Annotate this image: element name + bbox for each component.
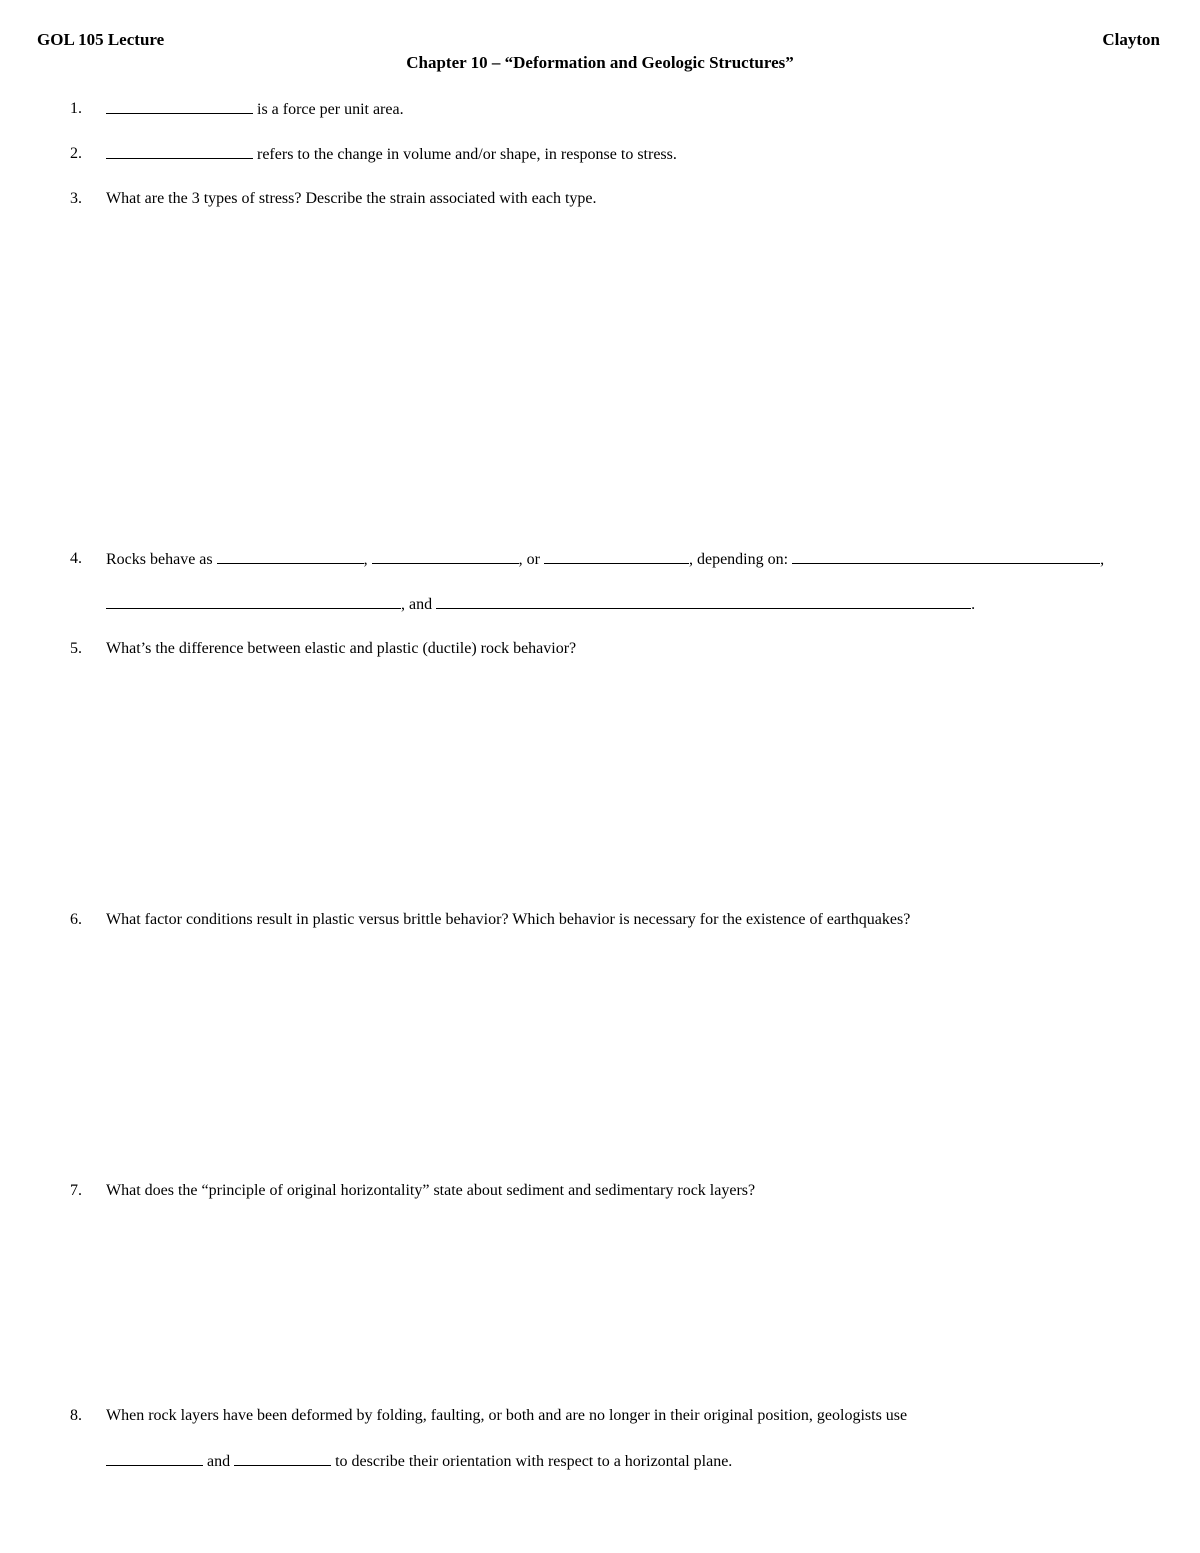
page-title: Chapter 10 – “Deformation and Geologic Structures” bbox=[406, 53, 794, 72]
answer-blank[interactable] bbox=[792, 549, 1100, 564]
question-text: refers to the change in volume and/or shape, in response to stress. bbox=[106, 144, 677, 165]
answer-blank[interactable] bbox=[106, 99, 253, 114]
answer-blank[interactable] bbox=[106, 594, 401, 609]
answer-blank[interactable] bbox=[106, 1451, 203, 1466]
question-text: Rocks behave as , , or , depending on: , bbox=[106, 551, 1105, 568]
answer-blank[interactable] bbox=[372, 549, 519, 564]
question-number: 4. bbox=[70, 550, 82, 567]
instructor-name: Clayton bbox=[1102, 30, 1160, 49]
question-text: When rock layers have been deformed by folding, faulting, or both and are no longer in their original position, geologists use bbox=[106, 1407, 908, 1424]
question-number: 5. bbox=[70, 640, 82, 657]
question-text: , and . bbox=[106, 594, 975, 615]
answer-blank[interactable] bbox=[234, 1451, 331, 1466]
answer-blank[interactable] bbox=[544, 549, 689, 564]
question-number: 3. bbox=[70, 190, 82, 207]
question-text: What does the “principle of original horizontality” state about sediment and sedimentary rock layers? bbox=[106, 1182, 756, 1199]
question-text: What factor conditions result in plastic versus brittle behavior? Which behavior is necessary for the existence of earthquakes? bbox=[106, 911, 911, 928]
answer-blank[interactable] bbox=[217, 549, 364, 564]
question-number: 7. bbox=[70, 1182, 82, 1199]
question-number: 1. bbox=[70, 100, 82, 117]
question-number: 2. bbox=[70, 145, 82, 162]
question-text: is a force per unit area. bbox=[106, 99, 404, 120]
question-number: 8. bbox=[70, 1407, 82, 1424]
question-text: What are the 3 types of stress? Describe the strain associated with each type. bbox=[106, 190, 597, 207]
course-name: GOL 105 Lecture bbox=[37, 30, 165, 49]
answer-blank[interactable] bbox=[436, 594, 971, 609]
question-text: What’s the difference between elastic and plastic (ductile) rock behavior? bbox=[106, 640, 577, 657]
question-number: 6. bbox=[70, 911, 82, 928]
question-text: and to describe their orientation with respect to a horizontal plane. bbox=[106, 1451, 732, 1472]
answer-blank[interactable] bbox=[106, 144, 253, 159]
